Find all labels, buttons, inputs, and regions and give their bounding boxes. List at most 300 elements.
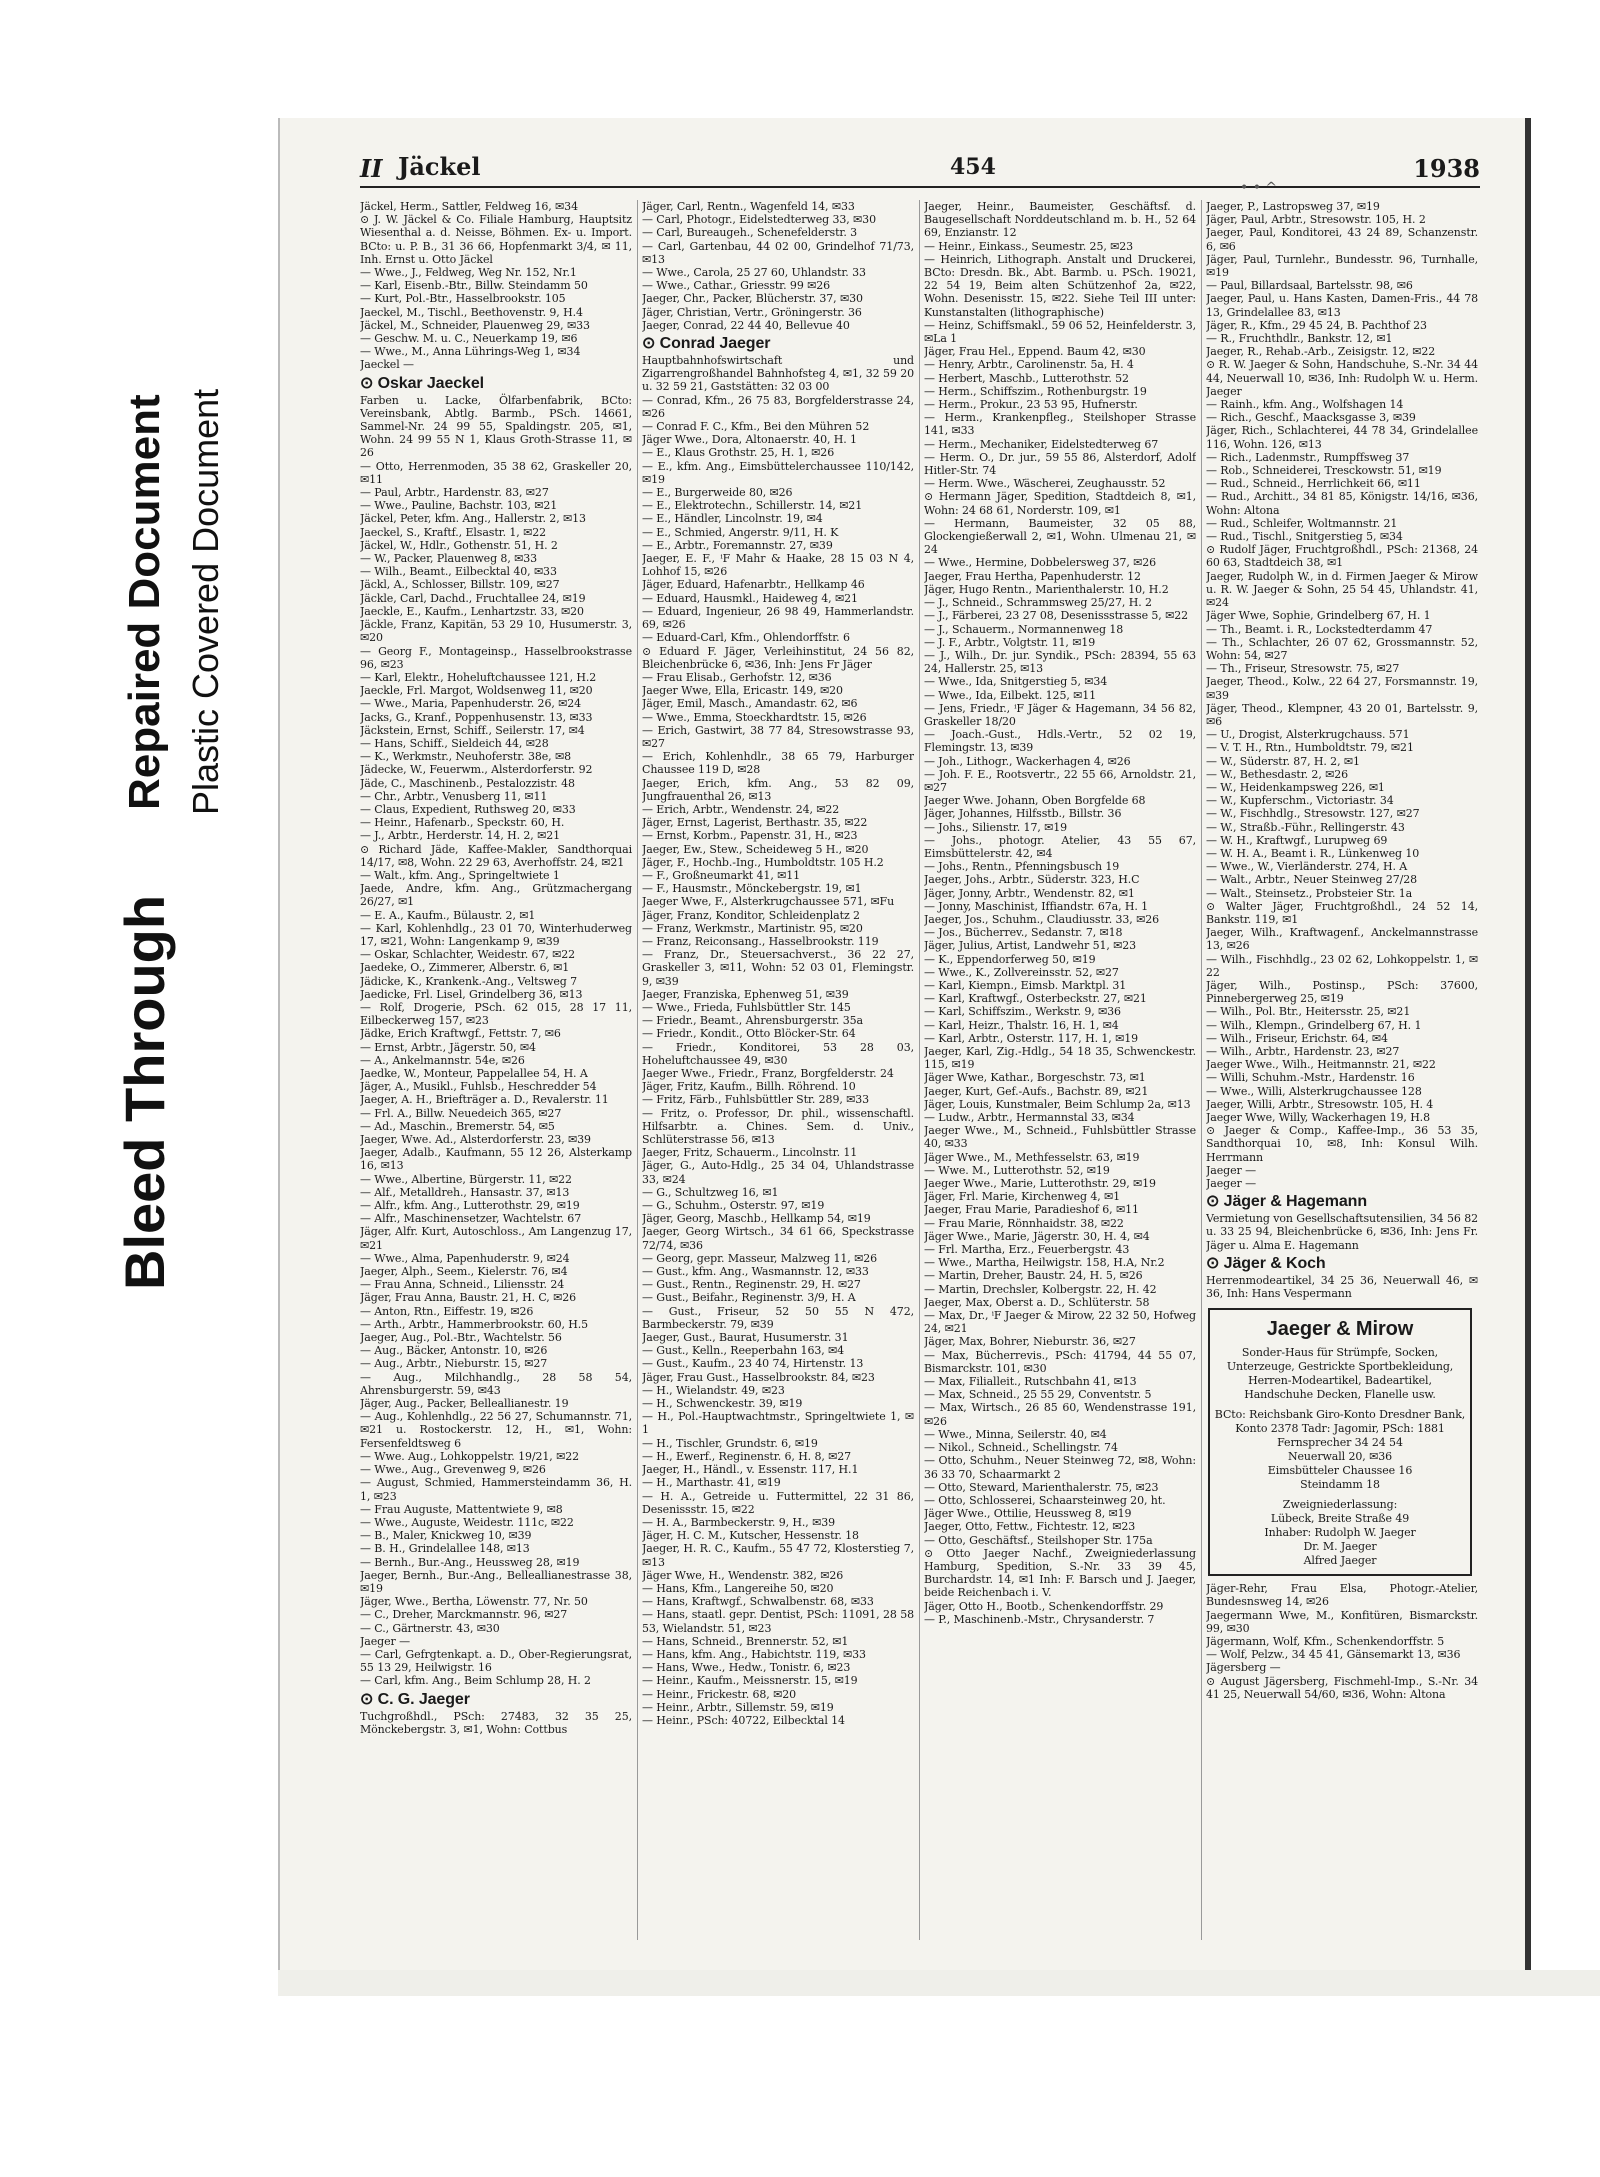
list-item: — Hans, Kfm., Langereihe 50, ✉20: [642, 1581, 834, 1595]
list-item: — H., Ewerf., Reginenstr. 6, H. 8, ✉27: [642, 1449, 852, 1463]
list-item: Jäger, Frau Hel., Eppend. Baum 42, ✉30: [924, 345, 1146, 359]
list-item: — Th., Friseur, Stresowstr. 75, ✉27: [1206, 662, 1400, 676]
list-item: — Wwe., Alma, Papenhuderstr. 9, ✉24: [360, 1251, 570, 1265]
list-item: — Karl, Kraftwgf., Osterbeckstr. 27, ✉21: [924, 992, 1147, 1006]
list-item: — J., Arbtr., Herderstr. 14, H. 2, ✉21: [360, 829, 561, 843]
list-item: — E. A., Kaufm., Bülaustr. 2, ✉1: [360, 908, 536, 922]
list-item: — Friedr., Konditorei, 53 28 03, Hoheluftchaussee 49, ✉30: [642, 1040, 914, 1067]
list-item: Jäckel, Peter, kfm. Ang., Hallerstr. 2, ✉13: [360, 512, 586, 526]
list-item: Jaegermann Wwe, M., Konfitüren, Bismarckstr. 99, ✉30: [1206, 1608, 1478, 1635]
list-item: — Carl, Gartenbau, 44 02 00, Grindelhof 71/73, ✉13: [642, 239, 914, 266]
list-item: — Claus, Expedient, Ruthsweg 20, ✉33: [360, 802, 576, 816]
list-item: Jäger, Paul, Turnlehr., Bundesstr. 96, Turnhalle, ✉19: [1206, 252, 1478, 280]
list-item: — Fritz, o. Professor, Dr. phil., wissenschaftl. Hilfsarbtr. a. Chines. Sem. d. Univ., Schlüterstrasse 56, ✉13: [642, 1106, 914, 1147]
list-item: — B., Maler, Knickweg 10, ✉39: [360, 1529, 532, 1543]
list-item: Jäckel, M., Schneider, Plauenweg 29, ✉33: [360, 318, 590, 332]
ad-line: Zweigniederlassung:: [1282, 1498, 1398, 1512]
list-item: — Hermann, Baumeister, 32 05 88, Glockengießerwall 2, ✉1, Wohn. Ulmenau 21, ✉24: [924, 516, 1196, 557]
firm-detail: Farben u. Lacke, Ölfarbenfabrik, BCto: Vereinsbank, Abtlg. Barmb., PSch. 14661, Sammel-Nr. 24 99 55, Spaldingstr. 205, ✉1, Wohn. 24 99 55 N 1, Klaus Groth-Strasse 11, ✉26: [360, 393, 632, 460]
list-item: — Frl. A., Billw. Neuedeich 365, ✉27: [360, 1106, 562, 1120]
list-item: — Wwe., Aug., Grevenweg 9, ✉26: [360, 1463, 546, 1477]
list-item: — Herm. Wwe., Wäscherei, Zeughausstr. 52: [924, 477, 1166, 491]
list-item: Jädecke, W., Feuerwm., Alsterdorferstr. 92: [360, 763, 593, 777]
list-item: — E., Elektrotechn., Schillerstr. 14, ✉21: [642, 499, 863, 513]
list-item: — Joh., Lithogr., Wackerhagen 4, ✉26: [924, 754, 1131, 768]
list-item: Jaeckel —: [360, 358, 414, 372]
list-item: — Frl. Martha, Erz., Feuerbergstr. 43: [924, 1243, 1130, 1257]
list-item: — Wwe., Emma, Stoeckhardtstr. 15, ✉26: [642, 710, 867, 724]
list-item: — Wwe., Cathar., Griesstr. 99 ✉26: [642, 279, 831, 293]
list-item: — Nikol., Schneid., Schellingstr. 74: [924, 1441, 1118, 1455]
list-item: Jäger, Paul, Arbtr., Stresowstr. 105, H. 2: [1206, 213, 1426, 227]
list-item: — Hans, Schneid., Brennerstr. 52, ✉1: [642, 1634, 849, 1648]
list-item: — K., Eppendorferweg 50, ✉19: [924, 952, 1096, 966]
list-item: — August, Schmied, Hammersteindamm 36, H. 1, ✉23: [360, 1476, 632, 1503]
list-item: — P., Maschinenb.-Mstr., Chrysanderstr. 7: [924, 1612, 1155, 1626]
list-item: — Joach.-Gust., Hdls.-Vertr., 52 02 19, Flemingstr. 13, ✉39: [924, 728, 1196, 755]
list-item: Jaeger, P., Lastropsweg 37, ✉19: [1206, 200, 1380, 213]
list-item: — Wilh., Fischhdlg., 23 02 62, Lohkoppelstr. 1, ✉22: [1206, 952, 1478, 979]
list-item: — Carl, Photogr., Eidelstedterweg 33, ✉30: [642, 213, 876, 227]
list-item: — Frau Anna, Schneid., Liliensstr. 24: [360, 1278, 565, 1292]
list-item: Jaeger, Georg Wirtsch., 34 61 66, Speckstrasse 72/74, ✉36: [642, 1225, 914, 1252]
list-item: — Martin, Drechsler, Kolbergstr. 22, H. 42: [924, 1282, 1157, 1296]
list-item: — Wilh., Beamt., Eilbecktal 40, ✉33: [360, 565, 557, 579]
list-item: — Hans, kfm. Ang., Habichtstr. 119, ✉33: [642, 1647, 866, 1661]
list-item: — Max, Bücherrevis., PSch: 41794, 44 55 07, Bismarckstr. 101, ✉30: [924, 1348, 1196, 1375]
list-item: — Wwe., Ida, Snitgerstieg 5, ✉34: [924, 675, 1108, 689]
page-edge-shadow: [1525, 118, 1531, 1970]
volume-number: II: [360, 154, 383, 183]
list-item: Jäger Wwe., M., Methfesselstr. 63, ✉19: [924, 1150, 1140, 1164]
list-item: — Heinr., Einkass., Seumestr. 25, ✉23: [924, 239, 1134, 253]
list-item: ⊙ August Jägersberg, Fischmehl-Imp., S.-Nr. 34 41 25, Neuerwall 54/60, ✉36, Wohn: Altona: [1206, 1674, 1478, 1701]
list-item: — Jos., Bücherrev., Sedanstr. 7, ✉18: [924, 926, 1123, 940]
list-item: — W., Heidenkampsweg 226, ✉1: [1206, 780, 1385, 794]
list-item: — Arth., Arbtr., Hammerbrookstr. 60, H.5: [360, 1317, 589, 1331]
list-item: — H., Tischler, Grundstr. 6, ✉19: [642, 1436, 818, 1450]
list-item: — Wolf, Pelzw., 34 45 41, Gänsemarkt 13, ✉36: [1206, 1648, 1461, 1662]
ad-line: Neuerwall 20, ✉36: [1288, 1450, 1392, 1464]
list-item: — Wwe., Auguste, Weidestr. 111c, ✉22: [360, 1515, 574, 1529]
list-item: — K., Werkmstr., Neuhoferstr. 38e, ✉8: [360, 750, 571, 764]
list-item: ⊙ Otto Jaeger Nachf., Zweigniederlassung Hamburg, Spedition, S.-Nr. 33 39 45, Burchardstr. 14, ✉1 Inh: F. Barsch und J. Jaeger, beide Reichenbach i. V.: [924, 1546, 1196, 1600]
list-item: — Wwe., Martha, Heilwigstr. 158, H.A, Nr.2: [924, 1256, 1165, 1270]
list-item: Jaeger, Rudolph W., in d. Firmen Jaeger & Mirow u. R. W. Jaeger & Sohn, 25 54 45, Uhlandstr. 41, ✉24: [1206, 569, 1478, 610]
list-item: ⊙ Jaeger & Comp., Kaffee-Imp., 36 53 35, Sandthorquai 10, ✉8, Inh: Konsul Wilh. Herrmann: [1206, 1124, 1478, 1164]
list-item: ⊙ J. W. Jäckel & Co. Filiale Hamburg, Hauptsitz Wiesenthal a. d. Neisse, Böhmen. Ex- u. Import. BCto: u. P. B., 31 36 66, Hopfenmarkt 3/4, ✉ 11, Inh. Ernst u. Otto Jäckel: [360, 213, 632, 266]
list-item: — Aug., Arbtr., Nieburstr. 15, ✉27: [360, 1357, 548, 1371]
list-item: — Karl, Arbtr., Osterstr. 117, H. 1, ✉19: [924, 1031, 1138, 1045]
list-item: — Jonny, Maschinist, Iffiandstr. 67a, H. 1: [924, 899, 1149, 913]
list-item: — Wwe., K., Zollvereinsstr. 52, ✉27: [924, 965, 1119, 979]
list-item: — Karl, Kiempn., Eimsb. Marktpl. 31: [924, 978, 1127, 992]
list-item: — Paul, Billardsaal, Bartelsstr. 98, ✉6: [1206, 279, 1413, 293]
list-item: — J., Wilh., Dr. jur. Syndik., PSch: 28394, 55 63 24, Hallerstr. 25, ✉13: [924, 648, 1196, 676]
list-item: — Ernst, Korbm., Papenstr. 31, H., ✉23: [642, 829, 858, 843]
list-item: ⊙ Eduard F. Jäger, Verleihinstitut, 24 56 82, Bleichenbrücke 6, ✉36, Inh: Jens Fr Jäger: [642, 644, 914, 671]
list-item: — H., Schwenckestr. 39, ✉19: [642, 1397, 803, 1411]
list-item: Jaeger Wwe., M., Schneid., Fuhlsbüttler Strasse 40, ✉33: [924, 1124, 1196, 1151]
list-item: Jaeger Wwe. Johann, Oben Borgfelde 68: [924, 794, 1146, 808]
list-item: — C., Gärtnerstr. 43, ✉30: [360, 1621, 500, 1635]
list-item: — Gust., Kaufm., 23 40 74, Hirtenstr. 13: [642, 1357, 864, 1371]
list-item: Jäger, Julius, Artist, Landwehr 51, ✉23: [924, 939, 1137, 953]
list-item: — Wwe., J., Feldweg, Weg Nr. 152, Nr.1: [360, 266, 577, 280]
ad-line: Steindamm 18: [1300, 1478, 1380, 1492]
bleed-through-label: Bleed Through: [113, 894, 176, 1290]
ad-line: Eimsbütteler Chaussee 16: [1267, 1464, 1413, 1478]
list-item: — W., Straßb.-Führ., Rellingerstr. 43: [1206, 820, 1405, 834]
list-item: — Herm., Prokur., 23 53 95, Hufnerstr.: [924, 398, 1138, 412]
column-divider: [1201, 200, 1202, 1940]
list-item: — Rud., Architt., 34 81 85, Königstr. 14/16, ✉36, Wohn: Altona: [1206, 490, 1478, 517]
list-item: Jäger, Fritz, Kaufm., Billh. Röhrend. 10: [642, 1080, 856, 1094]
list-item: — Willi, Schuhm.-Mstr., Hardenstr. 16: [1206, 1071, 1415, 1085]
list-item: Jäger, Wilh., Postinsp., PSch: 37600, Pinnebergerweg 25, ✉19: [1206, 978, 1478, 1006]
list-item: — Henry, Arbtr., Carolinenstr. 5a, H. 4: [924, 358, 1134, 372]
list-item: Jaeger, Fritz, Schauerm., Lincolnstr. 11: [642, 1146, 858, 1160]
year: 1938: [1413, 154, 1480, 183]
list-item: — Erich, Gastwirt, 38 77 84, Stresowstrasse 93, ✉27: [642, 723, 914, 750]
list-item: — Herbert, Maschb., Lutterothstr. 52: [924, 371, 1129, 385]
list-item: — Wwe., Carola, 25 27 60, Uhlandstr. 33: [642, 266, 866, 280]
list-item: Jaeger, Otto, Fettw., Fichtestr. 12, ✉23: [924, 1520, 1136, 1534]
list-item: — W. H., Kraftwgf., Lurupweg 69: [1206, 833, 1388, 847]
ad-line: BCto: Reichsbank Giro-Konto Dresdner Bank, Konto 2378 Tadr: Jagomir, PSch: 1881: [1214, 1408, 1466, 1436]
list-item: — Wwe., Maria, Papenhuderstr. 26, ✉24: [360, 697, 582, 711]
list-item: — U., Drogist, Alsterkrugchauss. 571: [1206, 728, 1410, 742]
list-item: — Walt., kfm. Ang., Springeltwiete 1: [360, 868, 560, 882]
list-item: — Aug., Milchhandlg., 28 58 54, Ahrensburgerstr. 59, ✉43: [360, 1370, 632, 1397]
running-head-name: Jäckel: [398, 152, 481, 181]
list-item: — Walt., Arbtr., Neuer Steinweg 27/28: [1206, 873, 1418, 887]
list-item: Jaeger, Wilh., Kraftwagenf., Anckelmannstrasse 13, ✉26: [1206, 926, 1478, 953]
list-item: — E., Händler, Lincolnstr. 19, ✉4: [642, 512, 823, 526]
list-item: — Alfr., Maschinensetzer, Wachtelstr. 67: [360, 1212, 582, 1226]
list-item: — Franz, Reiconsang., Hasselbrookstr. 119: [642, 934, 879, 948]
list-item: Jaeger, Johs., Arbtr., Süderstr. 323, H.C: [924, 873, 1140, 887]
list-item: — E., Klaus Grothstr. 25, H. 1, ✉26: [642, 446, 835, 460]
list-item: — Martin, Dreher, Baustr. 24, H. 5, ✉26: [924, 1269, 1143, 1283]
list-item: ⊙ Hermann Jäger, Spedition, Stadtdeich 8, ✉1, Wohn: 24 68 61, Norderstr. 109, ✉1: [924, 490, 1196, 517]
column-1: [360, 200, 632, 1940]
list-item: — Th., Schlachter, 26 07 62, Grossmannstr. 52, Wohn: 54, ✉27: [1206, 635, 1478, 662]
list-item: Jäger Wwe, Sophie, Grindelberg 67, H. 1: [1206, 609, 1431, 623]
list-item: — Johs., Rentn., Pfenningsbusch 19: [924, 860, 1120, 874]
list-item: Jäger, Frau Anna, Baustr. 21, H. C, ✉26: [360, 1291, 576, 1305]
list-item: — Otto, Schuhm., Neuer Steinweg 72, ✉8, Wohn: 36 33 70, Schaarmarkt 2: [924, 1454, 1196, 1481]
list-item: Jaeger, H. R. C., Kaufm., 55 47 72, Klosterstieg 7, ✉13: [642, 1542, 914, 1569]
list-item: — Carl, Bureaugeh., Schenefelderstr. 3: [642, 226, 858, 240]
list-item: Jaeger, Erich, kfm. Ang., 53 82 09, Jungfrauenthal 26, ✉13: [642, 776, 914, 803]
list-item: Jaeger, Paul, u. Hans Kasten, Damen-Fris., 44 78 13, Grindelallee 83, ✉13: [1206, 292, 1478, 319]
list-item: Jaeger, Conrad, 22 44 40, Bellevue 40: [642, 318, 850, 332]
list-item: Jäger, Emil, Masch., Amandastr. 62, ✉6: [642, 697, 858, 711]
list-item: — Paul, Arbtr., Hardenstr. 83, ✉27: [360, 486, 549, 500]
list-item: — Ernst, Arbtr., Jägerstr. 50, ✉4: [360, 1040, 536, 1054]
ad-line: Inhaber: Rudolph W. Jaeger: [1264, 1526, 1416, 1540]
list-item: — Th., Beamt. i. R., Lockstedterdamm 47: [1206, 622, 1433, 636]
list-item: — Karl, Eisenb.-Btr., Billw. Steindamm 50: [360, 279, 588, 293]
list-item: Jaeger —: [1206, 1177, 1256, 1191]
list-item: — H., Wielandstr. 49, ✉23: [642, 1383, 785, 1397]
list-item: Jaeger —: [1206, 1163, 1256, 1177]
list-item: Jaeger, Heinr., Baumeister, Geschäftsf. d. Baugesellschaft Norddeutschland m. b. H., 52 64 69, Enzianstr. 12: [924, 200, 1196, 240]
list-item: — Walt., Steinsetz., Probsteier Str. 1a: [1206, 886, 1413, 900]
column-4: [1206, 200, 1478, 1940]
list-item: — Kurt, Pol.-Btr., Hasselbrookstr. 105: [360, 292, 566, 306]
list-item: — W., Süderstr. 87, H. 2, ✉1: [1206, 754, 1360, 768]
list-item: — W., Kupferschm., Victoriastr. 34: [1206, 794, 1394, 808]
list-item: — Georg, gepr. Masseur, Malzweg 11, ✉26: [642, 1251, 877, 1265]
list-item: — B. H., Grindelallee 148, ✉13: [360, 1542, 530, 1556]
plastic-covered-label: Plastic Covered Document: [185, 388, 226, 815]
list-item: — Otto, Steward, Marienthalerstr. 75, ✉23: [924, 1480, 1159, 1494]
list-item: — Wwe. M., Lutterothstr. 52, ✉19: [924, 1163, 1110, 1177]
list-item: — W., Bethesdastr. 2, ✉26: [1206, 767, 1349, 781]
firm-heading: ⊙ Jäger & Hagemann: [1206, 1193, 1367, 1211]
list-item: Jaeger, Jos., Schuhm., Claudiusstr. 33, ✉26: [924, 912, 1159, 926]
list-item: — Hans, Schiff., Sieldeich 44, ✉28: [360, 736, 549, 750]
list-item: Jaeger, Gust., Baurat, Husumerstr. 31: [642, 1331, 849, 1345]
list-item: Jäger, Wwe., Bertha, Löwenstr. 77, Nr. 50: [360, 1595, 588, 1609]
list-item: Jäger, Georg, Maschb., Hellkamp 54, ✉19: [642, 1212, 871, 1226]
ad-line: Alfred Jaeger: [1303, 1554, 1377, 1568]
list-item: — Otto, Geschäftsf., Steilshoper Str. 175a: [924, 1533, 1153, 1547]
list-item: — F., Hausmstr., Mönckebergstr. 19, ✉1: [642, 882, 862, 896]
firm-detail: Tuchgroßhdl., PSch: 27483, 32 35 25, Mönckebergstr. 3, ✉1, Wohn: Cottbus: [360, 1709, 632, 1736]
list-item: Jaeger, Max, Oberst a. D., Schlüterstr. 58: [924, 1295, 1150, 1309]
list-item: Jaeger, Ew., Stew., Scheideweg 5 H., ✉20: [642, 842, 869, 856]
list-item: — Gust., Rentn., Reginenstr. 29, H. ✉27: [642, 1278, 861, 1292]
list-item: Jäde, C., Maschinenb., Pestalozzistr. 48: [360, 776, 575, 790]
list-item: Jaede, Andre, kfm. Ang., Grützmachergang 26/27, ✉1: [360, 882, 632, 909]
column-4-list: [1206, 358, 1478, 1190]
list-item: — Max, Wirtsch., 26 85 60, Wendenstrasse 191, ✉26: [924, 1401, 1196, 1428]
list-item: Jäger Wwe, H., Wendenstr. 382, ✉26: [642, 1568, 844, 1582]
directory-columns: [360, 200, 1480, 1940]
list-item: ⊙ R. W. Jaeger & Sohn, Handschuhe, S.-Nr. 34 44 44, Neuerwall 10, ✉36, Inh: Rudolph W. u. Herm. Jaeger: [1206, 358, 1478, 398]
list-item: — Frau Marie, Rönnhaidstr. 38, ✉22: [924, 1216, 1124, 1230]
list-item: — Heinz, Schiffsmakl., 59 06 52, Heinfelderstr. 3, ✉La 1: [924, 318, 1196, 346]
list-item: Jaeger, Paul, Konditorei, 43 24 89, Schanzenstr. 6, ✉6: [1206, 226, 1478, 253]
scan-marks: • • ^: [1240, 180, 1278, 196]
list-item: — J., Schauerm., Normannenweg 18: [924, 622, 1124, 636]
list-item: — Rob., Schneiderei, Tresckowstr. 51, ✉19: [1206, 464, 1442, 478]
list-item: Jaeckel, M., Tischl., Beethovenstr. 9, H.4: [360, 305, 583, 319]
list-item: Jäger, Carl, Rentn., Wagenfeld 14, ✉33: [642, 200, 855, 213]
list-item: — Alf., Metalldreh., Hansastr. 37, ✉13: [360, 1185, 570, 1199]
list-item: — Otto, Schlosserei, Schaarsteinweg 20, ht.: [924, 1493, 1166, 1507]
page-header: [360, 146, 1480, 196]
list-item: — V. T. H., Rtn., Humboldtstr. 79, ✉21: [1206, 741, 1414, 755]
list-item: Jäckle, Franz, Kapitän, 53 29 10, Husumerstr. 3, ✉20: [360, 618, 632, 645]
list-item: — Karl, Kohlenhdlg., 23 01 70, Winterhuderweg 17, ✉21, Wohn: Langenkamp 9, ✉39: [360, 921, 632, 948]
list-item: Jaeger, Aug., Pol.-Btr., Wachtelstr. 56: [360, 1331, 562, 1345]
list-item: ⊙ Walter Jäger, Fruchtgroßhdl., 24 52 14, Bankstr. 119, ✉1: [1206, 899, 1478, 926]
list-item: — Rich., Geschf., Maacksgasse 3, ✉39: [1206, 411, 1416, 425]
list-item: Jaedicke, Frl. Lisel, Grindelberg 36, ✉13: [360, 987, 583, 1001]
column-1-list: [360, 460, 632, 1688]
column-2: [642, 200, 914, 1940]
ad-line: Fernsprecher 34 24 54: [1277, 1436, 1403, 1450]
list-item: — Franz, Dr., Steuersachverst., 36 22 27, Graskeller 3, ✉11, Wohn: 52 03 01, Flemingstr. 9, ✉39: [642, 948, 914, 988]
list-item: Jaeger, Franziska, Ephenweg 51, ✉39: [642, 987, 849, 1001]
list-item: — W. H. A., Beamt i. R., Lünkenweg 10: [1206, 846, 1420, 860]
list-item: Jäger Wwe., Ottilie, Heussweg 8, ✉19: [924, 1507, 1132, 1521]
list-item: — Aug., Bäcker, Antonstr. 10, ✉26: [360, 1344, 548, 1358]
list-item: — Max, Schneid., 25 55 29, Conventstr. 5: [924, 1388, 1152, 1402]
list-item: — E., kfm. Ang., Eimsbüttelerchaussee 110/142, ✉19: [642, 459, 914, 486]
list-item: — Wwe., Hermine, Dobbelersweg 37, ✉26: [924, 556, 1157, 570]
list-item: — Bernh., Bur.-Ang., Heussweg 28, ✉19: [360, 1555, 580, 1569]
column-divider: [919, 200, 920, 1940]
list-item: Jaeger, Frau Marie, Paradieshof 6, ✉11: [924, 1203, 1139, 1217]
list-item: — Carl, Gefrgtenkapt. a. D., Ober-Regierungsrat, 55 13 29, Heilwigstr. 16: [360, 1647, 632, 1675]
list-item: Jaeger, Theod., Kolw., 22 64 27, Forsmannstr. 19, ✉39: [1206, 675, 1478, 702]
list-item: Jäger, F., Hochb.-Ing., Humboldtstr. 105 H.2: [642, 855, 884, 869]
list-item: Jaeger, Alph., Seem., Kielerstr. 76, ✉4: [360, 1265, 568, 1279]
list-item: — Eduard, Ingenieur, 26 98 49, Hammerlandstr. 69, ✉26: [642, 604, 914, 632]
list-item: Jaeger, Frau Hertha, Papenhuderstr. 12: [924, 569, 1141, 583]
firm-heading: ⊙ C. G. Jaeger: [360, 1690, 470, 1708]
list-item: — Gust., kfm. Ang., Wasmannstr. 12, ✉33: [642, 1265, 869, 1279]
list-item: Jäckle, Carl, Dachd., Fruchtallee 24, ✉19: [360, 591, 586, 605]
list-item: — E., Burgerweide 80, ✉26: [642, 486, 793, 500]
list-item: Jaeger, R., Rehab.-Arb., Zeisigstr. 12, ✉22: [1206, 345, 1436, 359]
list-item: — Johs., Silienstr. 17, ✉19: [924, 820, 1068, 834]
list-item: Jäger, G., Auto-Hdlg., 25 34 04, Uhlandstrasse 33, ✉24: [642, 1159, 914, 1186]
list-item: — Anton, Rtn., Eiffestr. 19, ✉26: [360, 1304, 534, 1318]
list-item: — Max, Dr., ⁱF Jaeger & Mirow, 22 32 50, Hofweg 24, ✉21: [924, 1309, 1196, 1336]
firm-detail: Hauptbahnhofswirtschaft und Zigarrengroßhandel Bahnhofsteg 4, ✉1, 32 59 20 u. 32 59 21, Gaststätten: 32 03 00: [642, 354, 914, 394]
list-item: — Rolf, Drogerie, PSch. 62 015, 28 17 11, Eilbeckerweg 157, ✉23: [360, 1000, 632, 1028]
column-2-list: [642, 394, 914, 1728]
list-item: Jäckel, W., Hdlr., Gothenstr. 51, H. 2: [360, 538, 558, 552]
list-item: — W., Fischhdlg., Stresowstr. 127, ✉27: [1206, 807, 1420, 821]
list-item: ⊙ Richard Jäde, Kaffee-Makler, Sandthorquai 14/17, ✉8, Wohn. 22 29 63, Averhoffstr. 24, ✉21: [360, 842, 632, 869]
list-item: Jaeger Wwe, F., Alsterkrugchaussee 571, ✉Fu: [642, 895, 895, 909]
list-item: — F., Großneumarkt 41, ✉11: [642, 868, 801, 882]
list-item: Jäger-Rehr, Frau Elsa, Photogr.-Atelier, Bundesnsweg 14, ✉26: [1206, 1582, 1478, 1609]
list-item: — Jens, Friedr., ⁱF Jäger & Hagemann, 34 56 82, Graskeller 18/20: [924, 701, 1196, 728]
list-item: Jäger, H. C. M., Kutscher, Hessenstr. 18: [642, 1529, 859, 1543]
list-item: — Herm., Krankenpfleg., Steilshoper Strasse 141, ✉33: [924, 411, 1196, 438]
column-3-list: [924, 411, 1196, 1626]
list-item: Jaeger, A. H., Briefträger a. D., Revalerstr. 11: [360, 1093, 609, 1107]
scan-bottom-band: [278, 1970, 1600, 1996]
list-item: — Conrad, Kfm., 26 75 83, Borgfelderstrasse 24, ✉26: [642, 393, 914, 420]
list-item: — Wilh., Klempn., Grindelberg 67, H. 1: [1206, 1018, 1422, 1032]
ad-line: Dr. M. Jaeger: [1303, 1540, 1377, 1554]
list-item: — Heinr., Arbtr., Sillemstr. 59, ✉19: [642, 1700, 834, 1714]
list-item: — Wilh., Friseur, Erichstr. 64, ✉4: [1206, 1031, 1388, 1045]
list-item: — H. A., Barmbeckerstr. 9, H., ✉39: [642, 1515, 835, 1529]
list-item: Jacks, G., Kranf., Poppenhusenstr. 13, ✉33: [360, 710, 593, 724]
list-item: Jaeger Wwe, Ella, Ericastr. 149, ✉20: [642, 684, 843, 698]
list-item: Jäger Wwe., Dora, Altonaerstr. 40, H. 1: [642, 433, 857, 447]
list-item: — Wwe., Pauline, Bachstr. 103, ✉21: [360, 499, 558, 513]
repaired-document-label: Repaired Document: [120, 394, 169, 810]
list-item: Jäger Wwe, Kathar., Borgeschstr. 73, ✉1: [924, 1071, 1146, 1085]
list-item: — Heinr., Kaufm., Meissnerstr. 15, ✉19: [642, 1674, 858, 1688]
firm-heading: ⊙ Oskar Jaeckel: [360, 374, 485, 392]
list-item: Jaeger, Willi, Arbtr., Stresowstr. 105, H. 4: [1206, 1097, 1434, 1111]
list-item: Jäckl, A., Schlosser, Billstr. 109, ✉27: [360, 578, 560, 592]
firm-detail: Herrenmodeartikel, 34 25 36, Neuerwall 46, ✉36, Inh: Hans Vespermann: [1206, 1273, 1478, 1301]
list-item: Jaeger, Wwe. Ad., Alsterdorferstr. 23, ✉39: [360, 1133, 591, 1147]
list-item: — Conrad F. C., Kfm., Bei den Mühren 52: [642, 420, 870, 434]
list-item: — Karl, Elektr., Hoheluftchaussee 121, H.2: [360, 670, 597, 684]
list-item: — Carl, kfm. Ang., Beim Schlump 28, H. 2: [360, 1674, 591, 1688]
list-item: Jaeckle, Frl. Margot, Woldsenweg 11, ✉20: [360, 684, 593, 698]
list-item: — Hans, staatl. gepr. Dentist, PSch: 11091, 28 58 53, Wielandstr. 51, ✉23: [642, 1608, 914, 1635]
list-item: — Frau Elisab., Gerhofstr. 12, ✉36: [642, 670, 832, 684]
list-item: Jaeger, Bernh., Bur.-Ang., Belleallianestrasse 38, ✉19: [360, 1568, 632, 1595]
list-item: — Karl, Schiffszim., Werkstr. 9, ✉36: [924, 1005, 1121, 1019]
list-item: Jäger, R., Kfm., 29 45 24, B. Pachthof 23: [1206, 318, 1427, 332]
list-item: Jaedke, W., Monteur, Pappelallee 54, H. A: [360, 1067, 588, 1080]
list-item: Jäger, Rich., Schlachterei, 44 78 34, Grindelallee 116, Wohn. 126, ✉13: [1206, 424, 1478, 451]
ad-line: Lübeck, Breite Straße 49: [1270, 1512, 1410, 1526]
list-item: Jägermann, Wolf, Kfm., Schenkendorffstr. 5: [1206, 1635, 1445, 1649]
list-item: Jäckel, Herm., Sattler, Feldweg 16, ✉34: [360, 200, 578, 213]
list-item: — Heinrich, Lithograph. Anstalt und Druckerei, BCto: Dresdn. Bk., Abt. Barmb. u. PSch. 19021, 22 54 19, Beim alten Schützenhof 2a, ✉22, Wohn. Desenisstr. 15, ✉22. Siehe Teil III unter: Kunstanstalten (lithographische): [924, 252, 1196, 319]
list-item: — Joh. F. E., Rootsvertr., 22 55 66, Arnoldstr. 21, ✉27: [924, 767, 1196, 794]
list-item: — Hans, Wwe., Hedw., Tonistr. 6, ✉23: [642, 1661, 851, 1675]
list-item: Jäger, Ernst, Lagerist, Berthastr. 35, ✉22: [642, 816, 868, 830]
list-item: Jaeger, Karl, Zig.-Hdlg., 54 18 35, Schwenckestr. 115, ✉19: [924, 1045, 1196, 1072]
list-item: — Chr., Arbtr., Venusberg 11, ✉11: [360, 789, 548, 803]
list-item: — Wwe., Frieda, Fuhlsbüttler Str. 145: [642, 1000, 851, 1014]
list-item: Jäger, Jonny, Arbtr., Wendenstr. 82, ✉1: [924, 886, 1135, 900]
list-item: — Max, Filialleit., Rutschbahn 41, ✉13: [924, 1375, 1137, 1389]
ad-title: Jaeger & Mirow: [1266, 1318, 1414, 1341]
firm-detail: Vermietung von Gesellschaftsutensilien, 34 56 82 u. 33 25 94, Bleichenbrücke 6, ✉36, Inh: Jens Fr. Jäger u. Alma E. Hagemann: [1206, 1212, 1478, 1252]
firm-heading: ⊙ Jäger & Koch: [1206, 1254, 1326, 1272]
list-item: Jäger, Eduard, Hafenarbtr., Hellkamp 46: [642, 578, 865, 592]
list-item: Jaeger, Chr., Packer, Blücherstr. 37, ✉30: [642, 292, 863, 306]
list-item: Jaeger, E. F., ⁱF Mahr & Haake, 28 15 03 N 4, Lohhof 15, ✉26: [642, 552, 914, 579]
list-item: — Rud., Tischl., Snitgerstieg 5, ✉34: [1206, 530, 1403, 544]
list-item: — Alfr., kfm. Ang., Lutterothstr. 29, ✉19: [360, 1199, 580, 1213]
list-item: — Gust., Kelln., Reeperbahn 163, ✉4: [642, 1344, 845, 1358]
list-item: — Wwe., Minna, Seilerstr. 40, ✉4: [924, 1427, 1107, 1441]
list-item: Jaeger Wwe., Friedr., Franz, Borgfelderstr. 24: [642, 1067, 894, 1080]
list-item: — Rich., Ladenmstr., Rumpffsweg 37: [1206, 450, 1410, 464]
list-item: Jaeckel, S., Kraftf., Elsastr. 1, ✉22: [360, 525, 547, 539]
list-item: — Otto, Herrenmoden, 35 38 62, Graskeller 20, ✉11: [360, 459, 632, 486]
list-item: Jaedeke, O., Zimmerer, Alberstr. 6, ✉1: [360, 961, 570, 975]
list-item: — Fritz, Färb., Fuhlsbüttler Str. 289, ✉33: [642, 1093, 870, 1107]
advertisement-box: [1208, 1308, 1472, 1576]
list-item: — Wwe. Aug., Lohkoppelstr. 19/21, ✉22: [360, 1449, 580, 1463]
list-item: — Wwe., Ida, Eilbekt. 125, ✉11: [924, 688, 1097, 702]
list-item: — Ad., Maschin., Bremerstr. 54, ✉5: [360, 1119, 555, 1133]
list-item: — Herm. O., Dr. jur., 59 55 86, Alsterdorf, Adolf Hitler-Str. 74: [924, 450, 1196, 478]
list-item: — A., Ankelmannstr. 54e, ✉26: [360, 1053, 525, 1067]
firm-heading: ⊙ Conrad Jaeger: [642, 335, 771, 353]
list-item: — E., Schmied, Angerstr. 9/11, H. K: [642, 525, 839, 539]
list-item: — J., Färberei, 23 27 08, Desenissstrasse 5, ✉22: [924, 609, 1189, 623]
list-item: — Wilh., Arbtr., Hardenstr. 23, ✉27: [1206, 1045, 1400, 1058]
list-item: Jägersberg —: [1206, 1661, 1281, 1675]
list-item: — Johs., photogr. Atelier, 43 55 67, Eimsbüttelerstr. 42, ✉4: [924, 833, 1196, 860]
list-item: — Gust., Beifahr., Reginenstr. 3/9, H. A: [642, 1291, 856, 1305]
list-item: — Wwe., Willi, Alsterkrugchaussee 128: [1206, 1084, 1422, 1098]
list-item: Jäger, Max, Bohrer, Nieburstr. 36, ✉27: [924, 1335, 1136, 1349]
